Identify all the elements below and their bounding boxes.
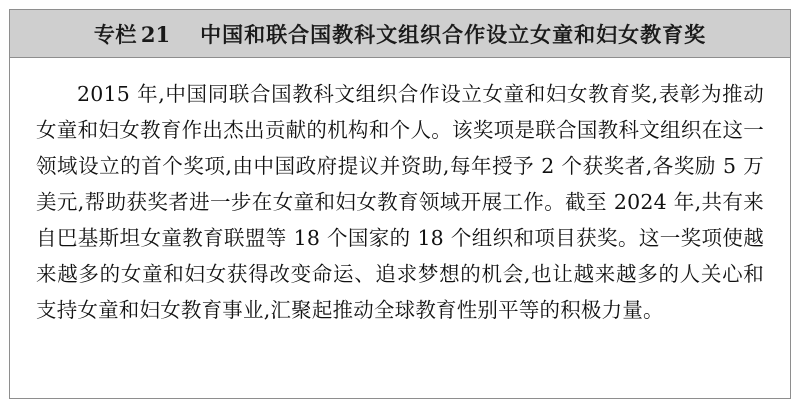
- callout-box-header: [10, 10, 790, 58]
- callout-box-header-inner: [94, 19, 706, 49]
- callout-box-body: [10, 58, 790, 338]
- callout-box-title: 中国和联合国教科文组织合作设立女童和妇女教育奖: [200, 21, 707, 47]
- callout-box-paragraph: 2015 年,中国同联合国教科文组织合作设立女童和妇女教育奖,表彰为推动女童和妇女教育作出杰出贡献的机构和个人。该奖项是联合国教科文组织在这一领域设立的首个奖项,由中国政府提议并资助,每年授予 2 个获奖者,各奖励 5 万美元,帮助获奖者进一步在女童和妇女教育领域开展工作。截至 2024 年,共有来自巴基斯坦女童教育联盟等 18 个国家的 18 个组织和项目获奖。这一奖项使越来越多的女童和妇女获得改变命运、追求梦想的机会,也让越来越多的人关心和支持女童和妇女教育事业,汇聚起推动全球教育性别平等的积极力量。: [36, 82, 764, 322]
- callout-box: [9, 9, 791, 399]
- callout-box-number: 21: [140, 21, 171, 47]
- callout-box-label: 专栏: [93, 21, 137, 47]
